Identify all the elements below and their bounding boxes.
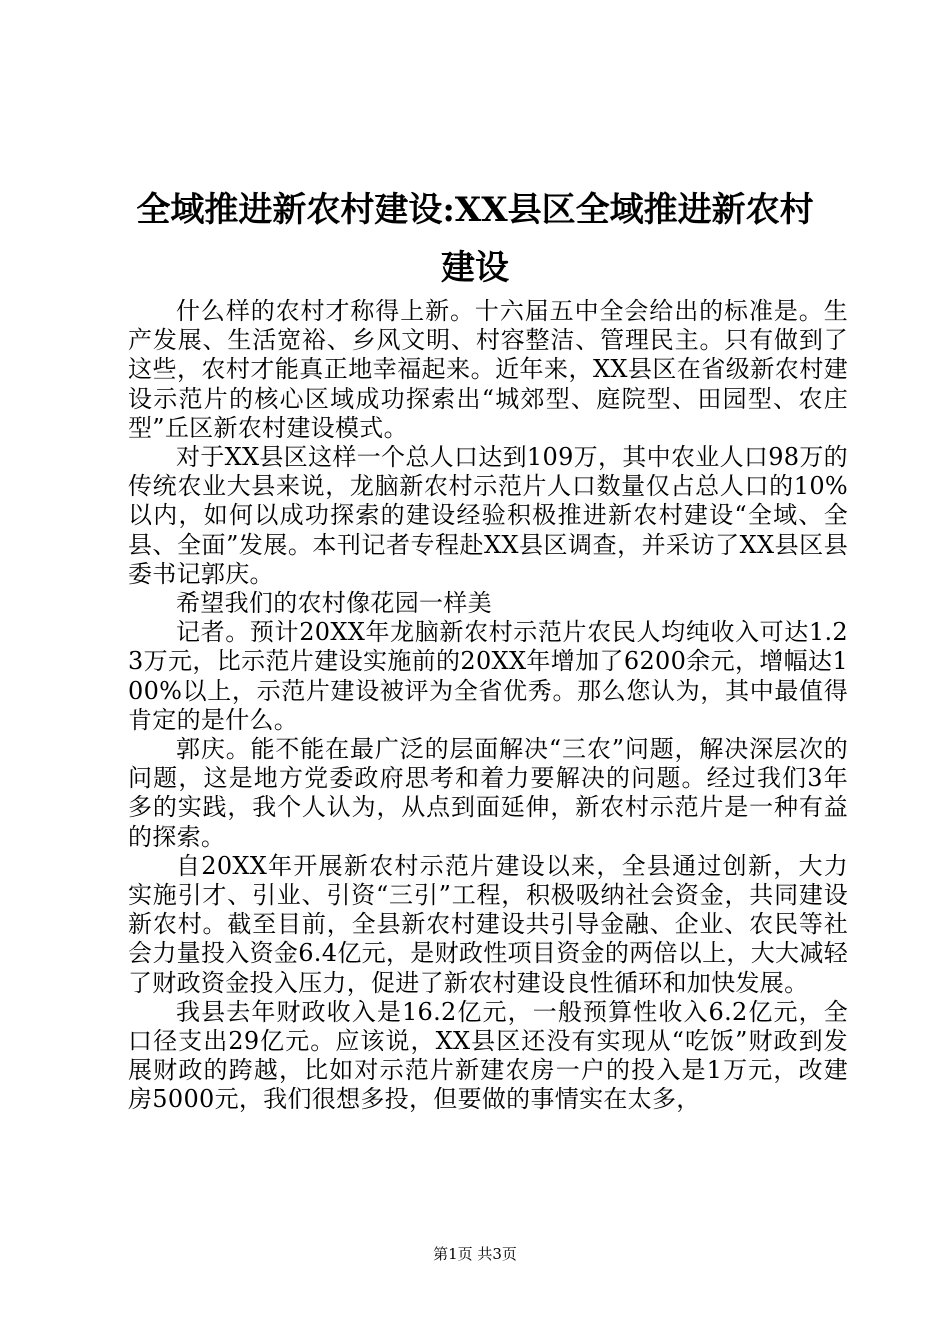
page-footer: 第1页 共3页 <box>433 1245 517 1263</box>
paragraph-2: 对于XX县区这样一个总人口达到109万，其中农业人口98万的传统农业大县来说，龙脑新农村示范片人口数量仅占总人口的10%以内，如何以成功探索的建设经验积极推进新农村建设“全域、全县、全面”发展。本刊记者专程赴XX县区调查，并采访了XX县区县委书记郭庆。 <box>128 443 848 588</box>
paragraph-1: 什么样的农村才称得上新。十六届五中全会给出的标准是。生产发展、生活宽裕、乡风文明、村容整洁、管理民主。只有做到了这些，农村才能真正地幸福起来。近年来，XX县区在省级新农村建设示范片的核心区域成功探索出“城郊型、庭院型、田园型、农庄型”丘区新农村建设模式。 <box>128 297 848 442</box>
document-title-line-2: 建设 <box>441 248 509 288</box>
paragraph-5: 自20XX年开展新农村示范片建设以来，全县通过创新，大力实施引才、引业、引资“三引”工程，积极吸纳社会资金，共同建设新农村。截至目前，全县新农村建设共引导金融、企业、农民等社会力量投入资金6.4亿元，是财政性项目资金的两倍以上，大大减轻了财政资金投入压力，促进了新农村建设良性循环和加快发展。 <box>128 851 848 997</box>
paragraph-3: 记者。预计20XX年龙脑新农村示范片农民人均纯收入可达1.23万元，比示范片建设实施前的20XX年增加了6200余元，增幅达100%以上，示范片建设被评为全省优秀。那么您认为，其中最值得肯定的是什么。 <box>128 618 848 734</box>
paragraph-6: 我县去年财政收入是16.2亿元，一般预算性收入6.2亿元，全口径支出29亿元。应该说，XX县区还没有实现从“吃饭”财政到发展财政的跨越，比如对示范片新建农房一户的投入是1万元，改建房5000元，我们很想多投，但要做的事情实在太多， <box>128 997 848 1114</box>
paragraph-4: 郭庆。能不能在最广泛的层面解决“三农”问题，解决深层次的问题，这是地方党委政府思考和着力要解决的问题。经过我们3年多的实践，我个人认为，从点到面延伸，新农村示范片是一种有益的探索。 <box>128 735 848 851</box>
document-title-line-1: 全域推进新农村建设:XX县区全域推进新农村 <box>136 190 814 230</box>
section-heading: 希望我们的农村像花园一样美 <box>176 589 492 618</box>
document-body <box>128 297 848 1115</box>
